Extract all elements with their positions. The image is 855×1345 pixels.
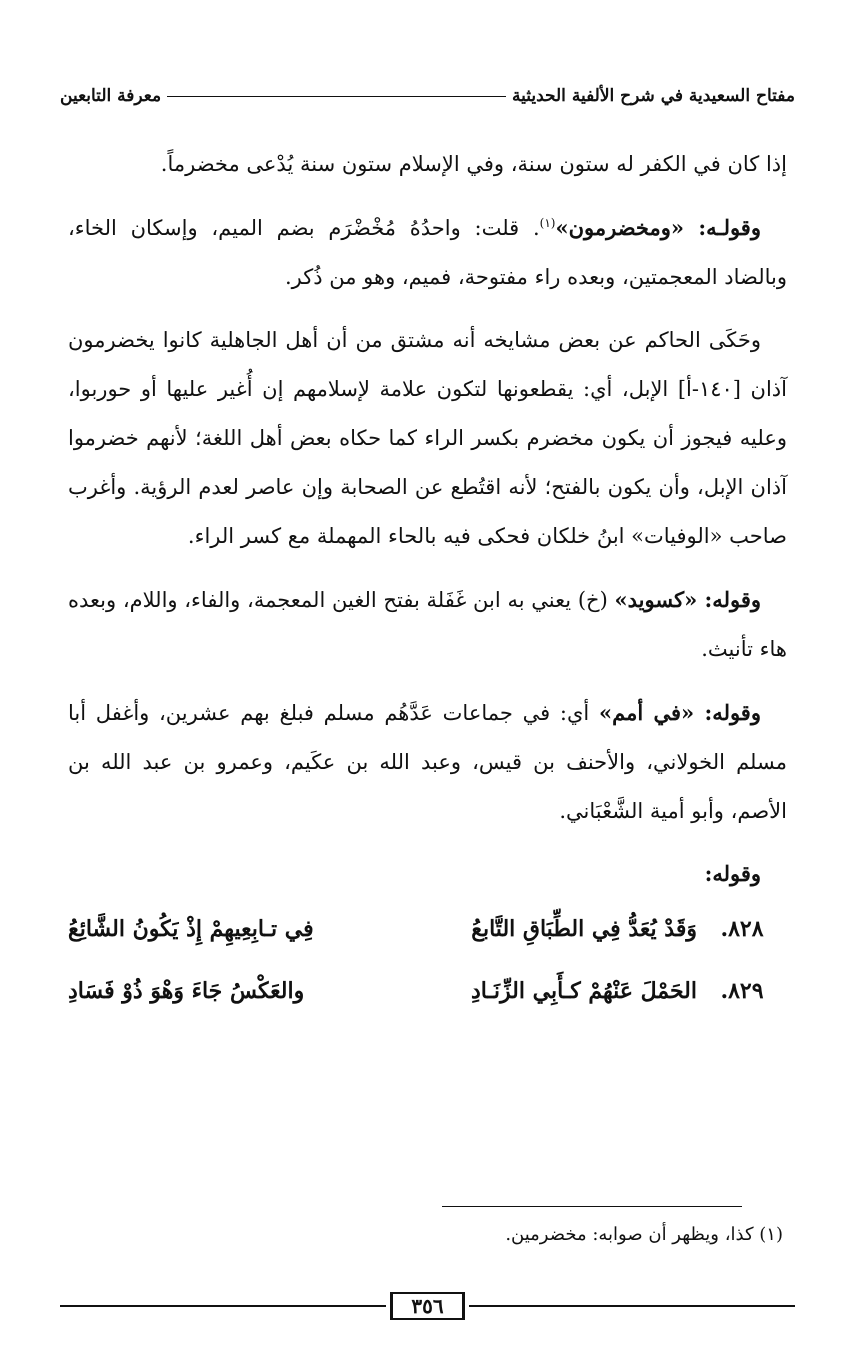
paragraph-1: إذا كان في الكفر له ستون سنة، وفي الإسلام ستون سنة يُدْعى مخضرماً.: [160, 152, 787, 176]
footer-rule: [60, 1305, 386, 1307]
verse-number: ٨٢٨.: [720, 916, 764, 942]
chapter-title: معرفة التابعين: [60, 86, 162, 106]
header-rule: [167, 96, 506, 97]
footnote: (١) كذا، ويظهر أن صوابه: مخضرمين.: [505, 1224, 783, 1245]
paragraph-4: [68, 575, 787, 674]
footnote-marker: (١): [539, 216, 556, 230]
running-header: [60, 86, 795, 106]
verse-line: [68, 960, 787, 1022]
verse-first-hemistich: وَقَدْ يُعَدُّ فِي الطِّبَاقِ التَّابعُ: [471, 916, 697, 942]
verse-number: ٨٢٩.: [720, 978, 764, 1004]
verse-intro: وقوله:: [704, 861, 761, 886]
page-number: ٣٥٦: [390, 1292, 464, 1320]
paragraph-3: وحَكَى الحاكم عن بعض مشايخه أنه مشتق من أن أهل الجاهلية كانوا يخضرمون آذان [١٤٠-أ] الإبل، أي: يقطعونها لتكون علامة لإسلامهم إن أُغير عليها أو حوربوا، وعليه فيجوز أن يكون مخضرم بكسر الراء كما حكاه بعض أهل اللغة؛ لأنهم خضرموا آذان الإبل، وأن يكون بالفتح؛ لأنه اقتُطع عن الصحابة وإن عاصر لعدم الرؤية. وأغرب صاحب «الوفيات» ابنُ خلكان فحكى فيه بالحاء المهملة مع كسر الراء.: [68, 328, 787, 548]
book-title: مفتاح السعيدية في شرح الألفية الحديثية: [512, 86, 795, 106]
paragraph-2: [68, 203, 787, 302]
quoted-term: وقوله: «في أمم»: [598, 700, 761, 725]
verse-line: [68, 898, 787, 960]
paragraph-5: [68, 688, 787, 836]
verse-second-hemistich: والعَكْسُ جَاءَ وَهْوَ ذُوْ فَسَادِ: [68, 978, 305, 1004]
quoted-term: وقوله: «كسويد»: [614, 587, 761, 612]
verse-second-hemistich: فِي تـابِعِيهِمْ إِذْ يَكُونُ الشَّائِعُ: [68, 916, 314, 942]
quoted-term: وقولـه: «ومخضرمون»: [555, 215, 761, 240]
paragraph-text: أي: في جماعات عَدَّهُم مسلم فبلغ بهم عشرين، وأغفل أبا مسلم الخولاني، والأحنف بن قيس، وعبد الله بن عكَيم، وعمرو بن عبد الله بن الأصم، وأبو أمية الشَّعْبَاني.: [68, 701, 787, 823]
paragraph-text: . قلت: واحدُهُ مُخْضْرَم بضم الميم، وإسكان الخاء، وبالضاد المعجمتين، وبعده راء مفتوحة، فميم، وهو من ذُكر.: [68, 216, 787, 289]
verse-first-hemistich: الحَمْلَ عَنْهُمْ كـأَبِي الزِّنَـادِ: [470, 978, 697, 1004]
paragraph-text: (خ) يعني به ابن غَفَلة بفتح الغين المعجمة، والفاء، واللام، وبعده هاء تأنيث.: [68, 588, 787, 661]
page-body: [68, 140, 787, 1022]
page-footer: [60, 1292, 795, 1320]
footnote-separator: [442, 1206, 742, 1207]
footer-rule: [469, 1305, 795, 1307]
